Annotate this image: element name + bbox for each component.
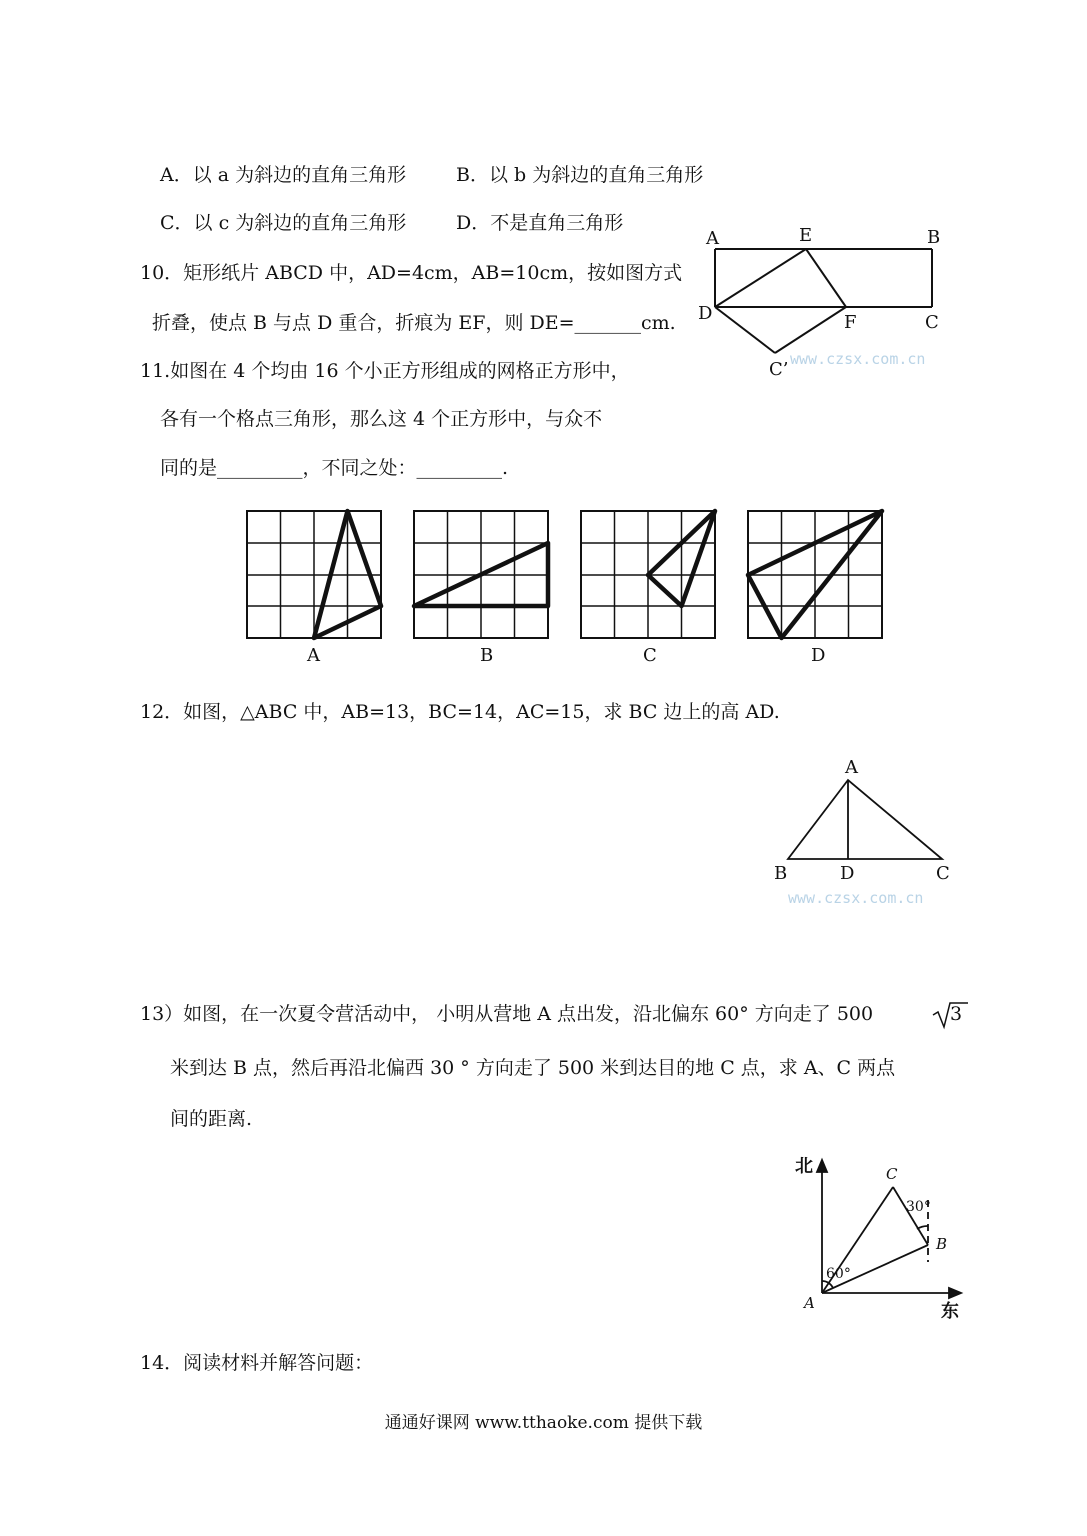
q13-sqrt-radicand: 3 <box>950 1003 963 1025</box>
fig13-angle-60: 60° <box>826 1266 851 1282</box>
fig12-triangle <box>788 780 942 859</box>
fig13-label-north: 北 <box>795 1156 813 1177</box>
fig10-label-e: E <box>799 225 813 246</box>
q9-option-a: A．以 a 为斜边的直角三角形 <box>160 164 407 186</box>
q13-line-1: 13）如图，在一次夏令营活动中， 小明从营地 A 点出发，沿北偏东 60° 方向走了 500 <box>140 1003 874 1025</box>
fig12-label-d: D <box>840 863 855 884</box>
fig12-label-c: C <box>936 863 950 884</box>
fig13-angle-30: 30° <box>906 1199 931 1215</box>
page-footer: 通通好课网 www.tthaoke.com 提供下载 <box>384 1413 703 1433</box>
q10-line-1: 10．矩形纸片 ABCD 中，AD=4cm，AB=10cm，按如图方式 <box>140 262 683 284</box>
fig10-label-c-prime: C’ <box>769 359 789 380</box>
q9-option-b: B．以 b 为斜边的直角三角形 <box>456 164 704 186</box>
q9-option-d: D．不是直角三角形 <box>456 212 624 234</box>
q10-line-2: 折叠，使点 B 与点 D 重合，折痕为 EF，则 DE=_______cm. <box>152 312 676 334</box>
fig12-label-b: B <box>774 863 788 884</box>
fig13-label-c: C <box>886 1165 898 1183</box>
q11-line-3: 同的是_________，不同之处：_________. <box>160 457 509 479</box>
q11-line-2: 各有一个格点三角形，那么这 4 个正方形中，与众不 <box>160 408 603 430</box>
q12-text: 12．如图，△ABC 中，AB=13，BC=14，AC=15，求 BC 边上的高 AD. <box>140 701 780 723</box>
q13-line-3: 间的距离. <box>170 1108 253 1130</box>
q11-line-1: 11.如图在 4 个均由 16 个小正方形组成的网格正方形中， <box>140 360 630 382</box>
fig10-label-d: D <box>698 303 713 324</box>
fig10-watermark: www.czsx.com.cn <box>790 350 926 368</box>
grid-a <box>247 511 381 638</box>
grid-a-label: A <box>307 645 320 666</box>
fig12-label-a: A <box>845 757 858 778</box>
fig12-watermark: www.czsx.com.cn <box>788 889 924 907</box>
q9-option-c: C．以 c 为斜边的直角三角形 <box>160 212 407 234</box>
fig13-label-a: A <box>804 1294 815 1312</box>
q14-text: 14．阅读材料并解答问题： <box>140 1352 374 1374</box>
fig10-label-f: F <box>844 312 857 333</box>
fig13-label-east: 东 <box>941 1301 959 1322</box>
grid-c-label: C <box>643 645 657 666</box>
fig10-label-b: B <box>927 227 941 248</box>
fig10-folded-rectangle <box>715 249 932 353</box>
fig10-label-a: A <box>706 228 719 249</box>
sqrt-symbol <box>933 1003 968 1027</box>
grid-d <box>748 511 882 638</box>
grid-d-label: D <box>811 645 826 666</box>
fig10-label-c: C <box>925 312 939 333</box>
grid-b-label: B <box>480 645 494 666</box>
fig13-label-b: B <box>936 1235 948 1253</box>
q13-line-2: 米到达 B 点，然后再沿北偏西 30 ° 方向走了 500 米到达目的地 C 点，求 A、C 两点 <box>170 1057 896 1079</box>
